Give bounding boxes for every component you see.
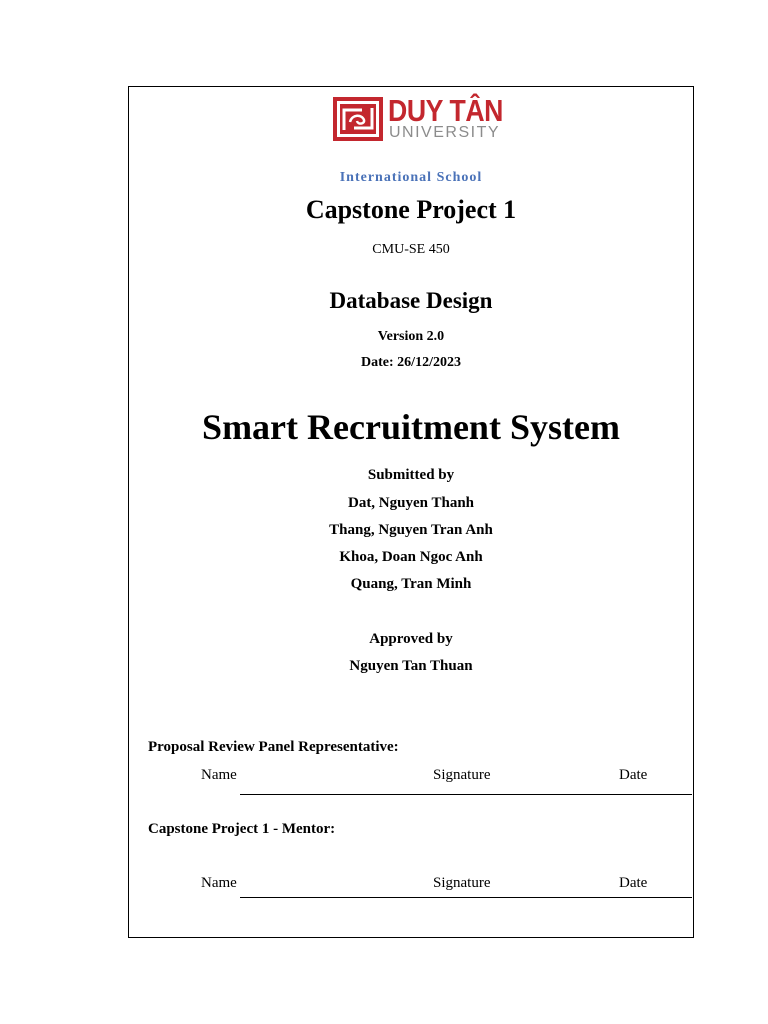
date-field-label: Date [619,875,648,891]
logo-subtitle: UNIVERSITY [389,124,501,141]
logo-name: DUY TÂN [388,93,503,128]
name-field-label: Name [201,875,237,891]
signature-line [240,897,692,898]
review-panel-label: Proposal Review Panel Representative: [148,739,399,755]
system-name: Smart Recruitment System [202,407,620,447]
document-type: Database Design [329,288,493,313]
project-title: Capstone Project 1 [305,195,517,224]
signature-line [240,794,692,795]
member-name: Thang, Nguyen Tran Anh [329,522,493,538]
signature-field-label: Signature [433,875,491,891]
mentor-label: Capstone Project 1 - Mentor: [148,821,336,837]
approved-by-label: Approved by [369,631,453,647]
date-label: Date: 26/12/2023 [361,355,461,370]
approver-name: Nguyen Tan Thuan [349,658,473,674]
logo-mark-icon [332,96,384,142]
submitted-by-label: Submitted by [367,467,455,483]
date-field-label: Date [619,767,648,783]
member-name: Quang, Tran Minh [350,576,472,592]
member-name: Khoa, Doan Ngoc Anh [339,549,483,565]
university-logo [332,93,504,144]
course-code: CMU-SE 450 [372,242,450,257]
signature-field-label: Signature [433,767,491,783]
name-field-label: Name [201,767,237,783]
school-name: International School [339,170,483,185]
member-name: Dat, Nguyen Thanh [347,495,474,511]
version-label: Version 2.0 [377,329,445,344]
